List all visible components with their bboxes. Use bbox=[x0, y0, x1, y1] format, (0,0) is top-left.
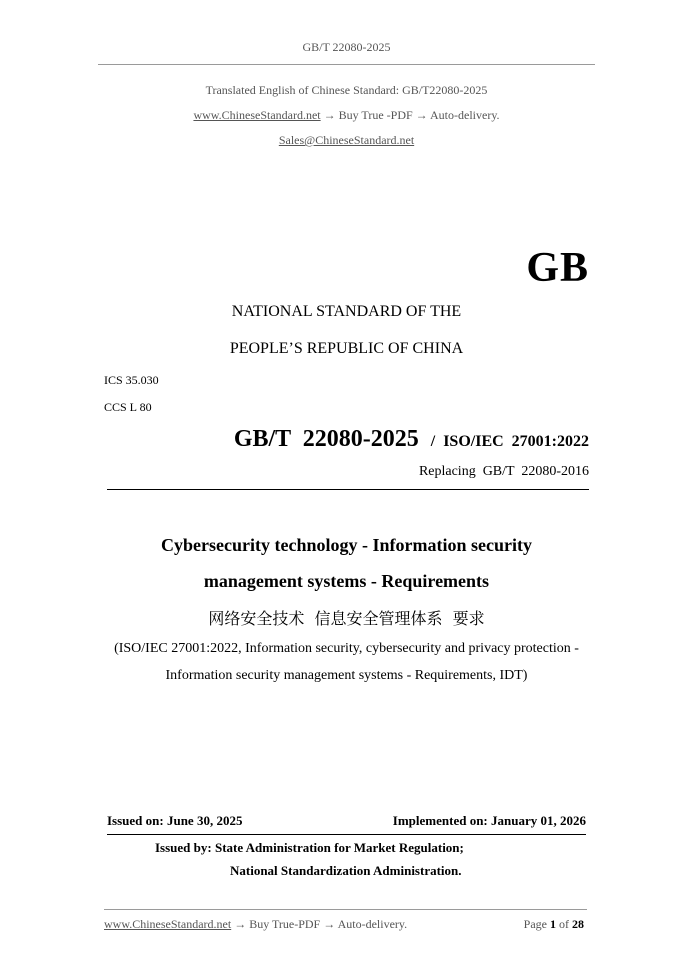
footer-rule bbox=[104, 909, 587, 910]
issued-by-line1: Issued by: State Administration for Market Regulation; bbox=[155, 840, 464, 855]
issued-date: Issued on: June 30, 2025 bbox=[107, 813, 243, 828]
dates-rule bbox=[107, 834, 586, 835]
source-line1: (ISO/IEC 27001:2022, Information security, cybersecurity and privacy protection - bbox=[114, 641, 579, 656]
translation-notice: Translated English of Chinese Standard: GB/T22080-2025 bbox=[205, 83, 488, 97]
arrow-icon: → bbox=[323, 917, 336, 931]
standard-separator: / bbox=[430, 433, 436, 450]
page-of: of bbox=[559, 917, 569, 931]
iso-number: ISO/IEC 27001:2022 bbox=[443, 433, 589, 450]
footer-purchase-line bbox=[104, 917, 407, 932]
standard-rule bbox=[107, 489, 589, 490]
page-total: 28 bbox=[572, 917, 584, 931]
title-chinese: 网络安全技术 信息安全管理体系 要求 bbox=[208, 609, 485, 628]
implemented-date: Implemented on: January 01, 2026 bbox=[392, 813, 586, 828]
site-link[interactable]: www.ChineseStandard.net bbox=[193, 108, 321, 122]
national-standard-line1: NATIONAL STANDARD OF THE bbox=[231, 303, 462, 320]
replacing-note: Replacing GB/T 22080-2016 bbox=[418, 464, 589, 479]
issued-by-line2: National Standardization Administration. bbox=[230, 863, 462, 878]
ccs-code: CCS L 80 bbox=[104, 400, 152, 414]
purchase-line bbox=[0, 108, 693, 123]
footer-site-link[interactable]: www.ChineseStandard.net bbox=[104, 917, 232, 931]
running-header: GB/T 22080-2025 bbox=[302, 40, 391, 54]
standard-number-line bbox=[234, 426, 589, 453]
page-indicator bbox=[524, 917, 584, 932]
footer-delivery-text: Auto-delivery. bbox=[337, 917, 408, 931]
arrow-icon: → bbox=[234, 917, 247, 931]
header-rule bbox=[98, 64, 595, 65]
title-line2: management systems - Requirements bbox=[203, 571, 490, 591]
sales-email-link[interactable]: Sales@ChineseStandard.net bbox=[278, 133, 415, 147]
page-current: 1 bbox=[550, 917, 556, 931]
arrow-icon: → bbox=[415, 108, 428, 122]
source-line2: Information security management systems - Requirements, IDT) bbox=[165, 668, 528, 683]
ics-code: ICS 35.030 bbox=[104, 373, 159, 387]
standard-number: GB/T 22080-2025 bbox=[233, 426, 419, 452]
gb-logo: GB bbox=[526, 245, 589, 291]
delivery-text: Auto-delivery. bbox=[430, 108, 500, 122]
arrow-icon: → bbox=[323, 108, 336, 122]
buy-text: Buy True -PDF bbox=[338, 108, 413, 122]
title-line1: Cybersecurity technology - Information security bbox=[161, 535, 532, 555]
sales-line bbox=[0, 133, 693, 148]
footer-buy-text: Buy True-PDF bbox=[249, 917, 321, 931]
national-standard-line2: PEOPLE’S REPUBLIC OF CHINA bbox=[229, 340, 464, 357]
page-label: Page bbox=[523, 917, 547, 931]
